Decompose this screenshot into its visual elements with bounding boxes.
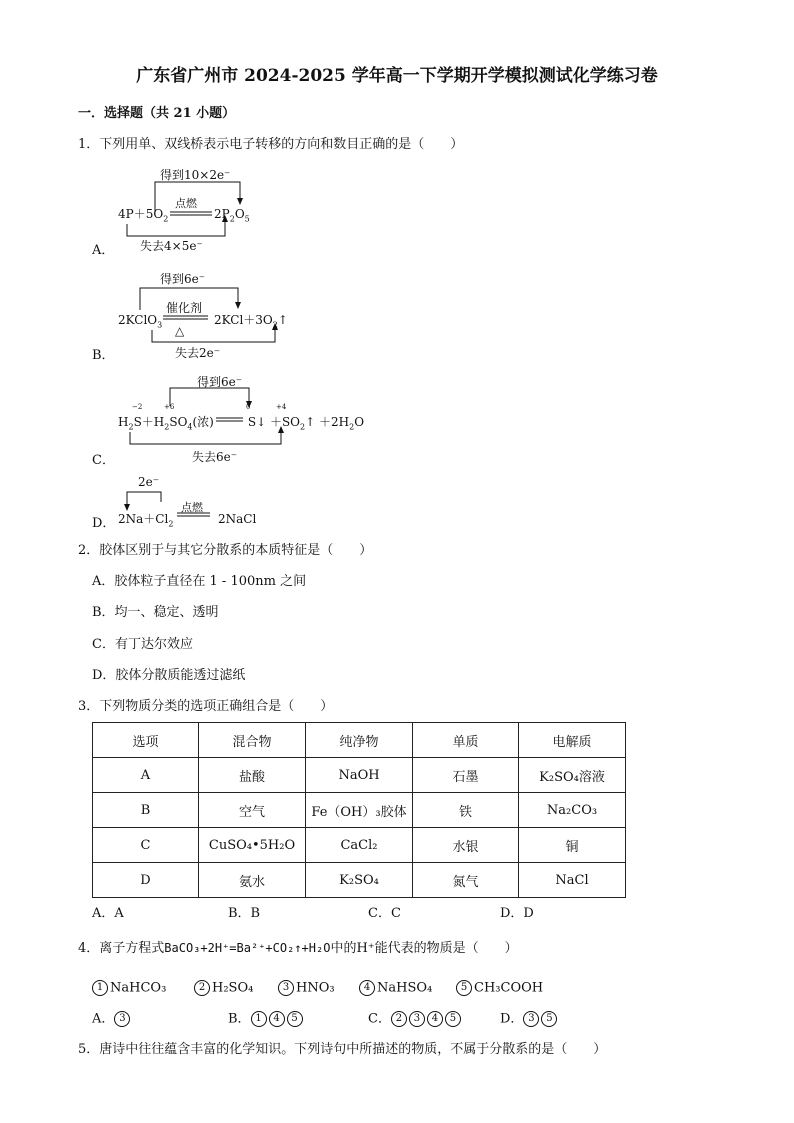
q4-answer-c: C． 2 3 4 5 [368, 1011, 463, 1028]
circled-number: 5 [287, 1011, 303, 1027]
q1-d-label: D． [92, 516, 116, 531]
circled-number: 4 [269, 1011, 285, 1027]
page-title: 广东省广州市 2024-2025 学年高一下学期开学模拟测试化学练习卷 [136, 66, 658, 86]
q3-classification-table [92, 722, 626, 898]
table-cell: CaCl₂ [306, 828, 413, 863]
q4-stem-post: 中的H⁺能代表的物质是（ ） [330, 941, 518, 956]
q1-a-products: $2P_2O_5$ [214, 207, 250, 224]
q1-a-reactants: $4P+5O_2$ [118, 207, 169, 224]
circled-number: 3 [523, 1011, 539, 1027]
circled-number: 5 [456, 980, 472, 996]
circled-number: 2 [194, 980, 210, 996]
circled-number: 1 [92, 980, 108, 996]
table-cell: CuSO₄•5H₂O [199, 828, 306, 863]
q4-stem-pre: 4．离子方程式 [78, 941, 165, 956]
q4-item: 1 NaHCO₃ [92, 980, 166, 997]
table-header-cell: 选项 [93, 723, 199, 758]
section-heading: 一．选择题（共 21 小题） [78, 106, 236, 121]
q1-b-heat: △ [175, 324, 185, 338]
q3-answer-c: C．C [368, 906, 401, 921]
q1-a-condition: 点燃 [175, 197, 197, 210]
q4-answer-d: D． 3 5 [500, 1011, 559, 1028]
q1-b-label: B． [92, 348, 115, 363]
table-cell: A [93, 758, 199, 793]
q4-item: 2 H₂SO₄ [194, 980, 253, 997]
table-cell: 空气 [199, 793, 306, 828]
circled-number: 4 [427, 1011, 443, 1027]
table-cell: 铁 [413, 793, 519, 828]
q1-d-arc-label: 2e⁻ [138, 475, 160, 489]
q3-answer-d: D．D [500, 906, 534, 921]
q1-b-gain: 得到6e⁻ [160, 272, 206, 286]
q4-stem [78, 940, 518, 957]
table-row [93, 793, 626, 828]
q5-stem: 5．唐诗中往往蕴含丰富的化学知识。下列诗句中所描述的物质，不属于分散系的是（ ） [78, 1042, 607, 1057]
q3-answer-b: B．B [228, 906, 261, 921]
table-header-cell: 混合物 [199, 723, 306, 758]
q1-b-lose: 失去2e⁻ [175, 346, 221, 360]
q2-option-d: D．胶体分散质能透过滤纸 [92, 668, 246, 683]
table-cell: Na₂CO₃ [519, 793, 626, 828]
circled-number: 3 [278, 980, 294, 996]
table-header-cell: 电解质 [519, 723, 626, 758]
q4-answer-a: A． 3 [92, 1011, 132, 1028]
q1-c-gain: 得到6e⁻ [197, 375, 243, 389]
q1-c-lose: 失去6e⁻ [192, 450, 238, 464]
circled-number: 5 [445, 1011, 461, 1027]
table-cell: C [93, 828, 199, 863]
table-cell: Fe（OH）₃胶体 [306, 793, 413, 828]
circled-number: 3 [409, 1011, 425, 1027]
table-cell: K₂SO₄ [306, 863, 413, 898]
table-cell: B [93, 793, 199, 828]
q4-item: 5 CH₃COOH [456, 980, 543, 997]
q3-answer-a: A．A [92, 906, 124, 921]
q1-c-ox-s: −2 [132, 403, 143, 411]
circled-number: 3 [114, 1011, 130, 1027]
table-row [93, 758, 626, 793]
circled-number: 2 [391, 1011, 407, 1027]
q2-option-c: C．有丁达尔效应 [92, 637, 193, 652]
q1-b-catalyst: 催化剂 [166, 301, 203, 315]
table-cell: NaOH [306, 758, 413, 793]
q4-item: 4 NaHSO₄ [359, 980, 432, 997]
q1-d-reactants: $2Na+Cl_2$ [118, 512, 174, 529]
table-cell: NaCl [519, 863, 626, 898]
q1-b-reactants: 2KClO$_3$ [118, 313, 163, 330]
q1-c-label: C． [92, 453, 115, 468]
q3-stem: 3．下列物质分类的选项正确组合是（ ） [78, 699, 334, 714]
table-row [93, 863, 626, 898]
q1-a-label: A． [92, 243, 115, 258]
q1-c-ox-s6: +6 [164, 403, 175, 411]
q4-answer-b: B． 1 4 5 [228, 1011, 305, 1028]
q4-equation: BaCO₃+2H⁺=Ba²⁺+CO₂↑+H₂O [164, 941, 331, 955]
q2-stem: 2．胶体区别于与其它分散系的本质特征是（ ） [78, 543, 373, 558]
q2-option-a: A．胶体粒子直径在 1 - 100nm 之间 [92, 574, 307, 589]
q1-stem: 1．下列用单、双线桥表示电子转移的方向和数目正确的是（ ） [78, 137, 464, 152]
circled-number: 4 [359, 980, 375, 996]
q1-c-ox-s0: 0 [246, 403, 251, 411]
table-header-cell: 单质 [413, 723, 519, 758]
circled-number: 1 [251, 1011, 267, 1027]
table-cell: 氨水 [199, 863, 306, 898]
q1-d-condition: 点燃 [181, 501, 203, 514]
q4-item: 3 HNO₃ [278, 980, 335, 997]
circled-number: 5 [541, 1011, 557, 1027]
table-cell: 石墨 [413, 758, 519, 793]
q1-c-equation: $H_2S+H_2SO_4$(浓) S↓ $+SO_2↑ +2H_2O$ [118, 415, 365, 432]
table-cell: 氮气 [413, 863, 519, 898]
q1-c-ox-s4: +4 [276, 403, 287, 411]
q1-a-lose: 失去4×5e⁻ [140, 239, 203, 253]
table-header-cell: 纯净物 [306, 723, 413, 758]
q2-option-b: B．均一、稳定、透明 [92, 605, 219, 620]
table-cell: 铜 [519, 828, 626, 863]
table-cell: 盐酸 [199, 758, 306, 793]
table-header-row [93, 723, 626, 758]
q1-b-products: $2KCl+3O_2↑$ [214, 313, 288, 330]
table-cell: 水银 [413, 828, 519, 863]
table-cell: D [93, 863, 199, 898]
q1-a-gain: 得到10×2e⁻ [160, 168, 231, 182]
q1-d-products: 2NaCl [218, 512, 257, 526]
table-row [93, 828, 626, 863]
table-cell: K₂SO₄溶液 [519, 758, 626, 793]
